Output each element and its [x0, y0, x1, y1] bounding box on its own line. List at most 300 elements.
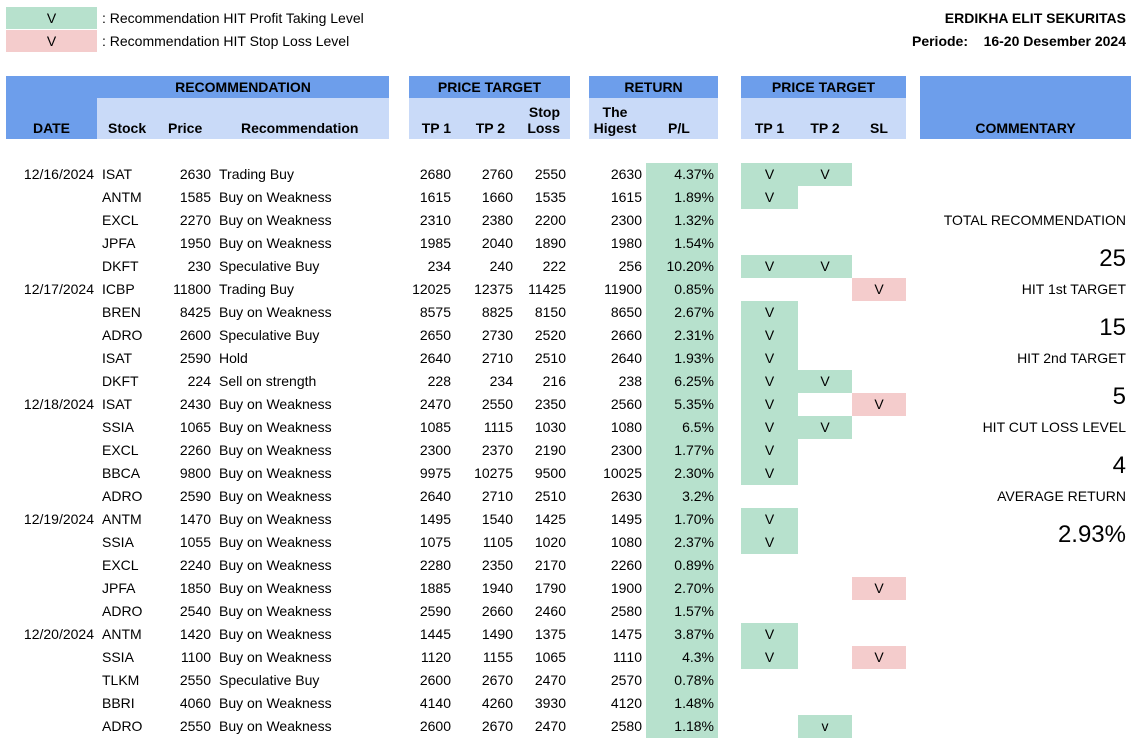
- cell-hit-tp2: V: [798, 163, 852, 186]
- header-hit-sl: SL: [870, 120, 888, 136]
- cell-hit-tp2: [798, 577, 852, 600]
- period: [912, 30, 1126, 53]
- cell-pl: 4.37%: [646, 163, 718, 186]
- cell-tp2: 2550: [481, 396, 513, 412]
- cell-recommendation: Buy on Weakness: [219, 649, 332, 665]
- cell-recommendation: Hold: [219, 350, 248, 366]
- cell-hit-tp1: V: [741, 462, 798, 485]
- cell-hit-tp2: V: [798, 255, 852, 278]
- cell-pl: 2.30%: [646, 462, 718, 485]
- cell-tp1: 4140: [419, 695, 451, 711]
- cell-price: 9800: [179, 465, 211, 481]
- cell-highest: 4120: [610, 695, 642, 711]
- cell-hit-sl: [852, 462, 906, 485]
- cell-pl: 0.89%: [646, 554, 718, 577]
- table-row: [0, 416, 1132, 439]
- cell-stoploss: 3930: [534, 695, 566, 711]
- cell-tp2: 2730: [481, 327, 513, 343]
- header-date: DATE: [32, 120, 71, 136]
- cell-hit-sl: [852, 531, 906, 554]
- cell-tp1: 12025: [412, 281, 451, 297]
- cell-stock: JPFA: [102, 580, 136, 596]
- cell-hit-sl: [852, 255, 906, 278]
- cell-recommendation: Sell on strength: [219, 373, 317, 389]
- cell-price: 1100: [180, 649, 211, 665]
- cell-tp2: 12375: [474, 281, 513, 297]
- cell-stoploss: 2460: [534, 603, 566, 619]
- cell-tp1: 1985: [419, 235, 451, 251]
- legend-profit-label: : Recommendation HIT Profit Taking Level: [102, 10, 364, 26]
- cell-price: 2430: [179, 396, 211, 412]
- cell-price: 2260: [179, 442, 211, 458]
- cell-pl: 1.70%: [646, 508, 718, 531]
- cell-highest: 2640: [610, 350, 642, 366]
- header-stoploss-2: Loss: [527, 120, 560, 136]
- hit-cut-loss-value: 4: [1112, 452, 1126, 479]
- table-row: [0, 531, 1132, 554]
- cell-recommendation: Trading Buy: [219, 166, 294, 182]
- cell-stoploss: 2520: [534, 327, 566, 343]
- cell-date: 12/19/2024: [23, 511, 94, 527]
- cell-highest: 2580: [610, 718, 642, 734]
- cell-hit-tp1: [741, 278, 798, 301]
- cell-tp2: 1155: [482, 649, 513, 665]
- cell-pl: 6.25%: [646, 370, 718, 393]
- cell-date: 12/17/2024: [23, 281, 94, 297]
- cell-tp2: 8825: [481, 304, 513, 320]
- cell-tp2: 234: [489, 373, 513, 389]
- table-row: [0, 301, 1132, 324]
- cell-pl: 3.2%: [646, 485, 718, 508]
- table-row: [0, 370, 1132, 393]
- cell-tp2: 2670: [481, 672, 513, 688]
- cell-price: 1850: [179, 580, 211, 596]
- cell-pl: 3.87%: [646, 623, 718, 646]
- cell-stoploss: 1890: [534, 235, 566, 251]
- cell-hit-sl: [852, 163, 906, 186]
- cell-stoploss: 2510: [534, 488, 566, 504]
- cell-stock: ISAT: [102, 166, 133, 182]
- cell-recommendation: Buy on Weakness: [219, 511, 332, 527]
- hit-2nd-target-label: HIT 2nd TARGET: [1017, 350, 1126, 366]
- cell-stock: BBRI: [102, 695, 135, 711]
- cell-tp2: 2380: [481, 212, 513, 228]
- cell-tp1: 1615: [419, 189, 451, 205]
- cell-price: 2270: [179, 212, 211, 228]
- cell-hit-tp1: V: [741, 508, 798, 531]
- table-row: [0, 554, 1132, 577]
- hit-1st-target-value: 15: [1099, 314, 1126, 341]
- cell-stoploss: 1425: [534, 511, 566, 527]
- cell-hit-tp2: V: [798, 370, 852, 393]
- cell-hit-sl: [852, 600, 906, 623]
- cell-hit-tp2: [798, 692, 852, 715]
- cell-stock: BREN: [102, 304, 141, 320]
- table-row: [0, 623, 1132, 646]
- cell-hit-tp2: [798, 232, 852, 255]
- cell-price: 1420: [179, 626, 211, 642]
- cell-pl: 1.57%: [646, 600, 718, 623]
- cell-hit-sl: [852, 554, 906, 577]
- cell-stoploss: 11425: [528, 281, 566, 297]
- table-row: [0, 186, 1132, 209]
- cell-hit-sl: [852, 186, 906, 209]
- cell-stoploss: 1375: [534, 626, 566, 642]
- cell-price: 1470: [179, 511, 211, 527]
- cell-stock: JPFA: [102, 235, 136, 251]
- cell-highest: 2570: [610, 672, 642, 688]
- cell-hit-sl: V: [852, 393, 906, 416]
- cell-hit-tp2: [798, 209, 852, 232]
- cell-tp2: 2370: [481, 442, 513, 458]
- cell-tp1: 2650: [419, 327, 451, 343]
- cell-recommendation: Buy on Weakness: [219, 626, 332, 642]
- cell-hit-tp1: V: [741, 646, 798, 669]
- cell-highest: 238: [618, 373, 642, 389]
- average-return-label: AVERAGE RETURN: [997, 488, 1126, 504]
- header-highest-1: The: [602, 104, 628, 120]
- cell-highest: 2300: [610, 442, 642, 458]
- cell-hit-sl: [852, 370, 906, 393]
- header-recommendation-label: RECOMMENDATION: [175, 79, 311, 95]
- cell-hit-sl: [852, 669, 906, 692]
- cell-highest: 8650: [610, 304, 642, 320]
- cell-tp1: 2600: [419, 672, 451, 688]
- cell-pl: 2.31%: [646, 324, 718, 347]
- cell-stoploss: 9500: [534, 465, 566, 481]
- cell-stoploss: 8150: [534, 304, 566, 320]
- cell-stock: ISAT: [102, 350, 133, 366]
- cell-tp1: 1445: [419, 626, 451, 642]
- cell-tp1: 2280: [419, 557, 451, 573]
- cell-recommendation: Buy on Weakness: [219, 534, 332, 550]
- cell-pl: 1.32%: [646, 209, 718, 232]
- cell-hit-sl: [852, 439, 906, 462]
- cell-date: [6, 347, 94, 370]
- legend-stoploss-label: : Recommendation HIT Stop Loss Level: [102, 33, 350, 49]
- cell-stoploss: 1065: [534, 649, 566, 665]
- cell-stock: SSIA: [102, 534, 134, 550]
- cell-hit-tp1: V: [741, 416, 798, 439]
- cell-hit-tp1: V: [741, 163, 798, 186]
- cell-hit-tp1: [741, 692, 798, 715]
- cell-tp1: 2640: [419, 488, 451, 504]
- cell-recommendation: Buy on Weakness: [219, 603, 332, 619]
- hit-cut-loss-label: HIT CUT LOSS LEVEL: [982, 419, 1126, 435]
- company-name: ERDIKHA ELIT SEKURITAS: [944, 10, 1126, 26]
- cell-price: 2540: [179, 603, 211, 619]
- cell-hit-tp1: [741, 669, 798, 692]
- cell-stock: ICBP: [102, 281, 135, 297]
- cell-stoploss: 2510: [534, 350, 566, 366]
- cell-price: 1055: [179, 534, 211, 550]
- cell-recommendation: Buy on Weakness: [219, 212, 332, 228]
- cell-recommendation: Buy on Weakness: [219, 695, 332, 711]
- cell-date: [6, 577, 94, 600]
- cell-pl: 6.5%: [646, 416, 718, 439]
- cell-hit-tp1: [741, 485, 798, 508]
- cell-recommendation: Trading Buy: [219, 281, 294, 297]
- cell-tp1: 1495: [419, 511, 451, 527]
- cell-stock: SSIA: [102, 649, 134, 665]
- cell-date: [6, 209, 94, 232]
- cell-highest: 2580: [610, 603, 642, 619]
- cell-date: [6, 416, 94, 439]
- cell-stoploss: 222: [542, 258, 566, 274]
- cell-tp2: 2710: [481, 350, 513, 366]
- cell-stoploss: 2170: [534, 557, 566, 573]
- table-row: [0, 577, 1132, 600]
- cell-stock: ISAT: [102, 396, 133, 412]
- cell-hit-sl: V: [852, 577, 906, 600]
- cell-stoploss: 1030: [534, 419, 566, 435]
- cell-tp2: 2660: [481, 603, 513, 619]
- cell-hit-sl: [852, 209, 906, 232]
- cell-pl: 4.3%: [646, 646, 718, 669]
- cell-hit-tp2: [798, 324, 852, 347]
- table-row: [0, 646, 1132, 669]
- cell-recommendation: Buy on Weakness: [219, 419, 332, 435]
- cell-hit-sl: [852, 623, 906, 646]
- cell-hit-tp2: [798, 347, 852, 370]
- cell-stoploss: 1020: [534, 534, 566, 550]
- cell-tp2: 1105: [482, 534, 513, 550]
- cell-date: [6, 554, 94, 577]
- cell-pl: 10.20%: [646, 255, 718, 278]
- cell-hit-tp2: [798, 508, 852, 531]
- table-row: [0, 600, 1132, 623]
- cell-hit-tp1: V: [741, 301, 798, 324]
- cell-stoploss: 2550: [534, 166, 566, 182]
- cell-date: [6, 439, 94, 462]
- cell-pl: 2.70%: [646, 577, 718, 600]
- cell-hit-tp2: [798, 186, 852, 209]
- cell-stoploss: 216: [542, 373, 566, 389]
- cell-pl: 1.93%: [646, 347, 718, 370]
- cell-price: 8425: [179, 304, 211, 320]
- cell-price: 224: [187, 373, 211, 389]
- cell-hit-tp1: V: [741, 186, 798, 209]
- cell-stock: SSIA: [102, 419, 134, 435]
- cell-highest: 2630: [610, 166, 642, 182]
- cell-recommendation: Buy on Weakness: [219, 235, 332, 251]
- cell-tp1: 2600: [419, 718, 451, 734]
- table-row: [0, 508, 1132, 531]
- cell-hit-tp2: [798, 531, 852, 554]
- cell-price: 11800: [173, 281, 211, 297]
- table-row: [0, 347, 1132, 370]
- cell-hit-tp1: [741, 232, 798, 255]
- cell-stoploss: 2200: [534, 212, 566, 228]
- cell-stock: EXCL: [102, 557, 139, 573]
- cell-pl: 0.85%: [646, 278, 718, 301]
- table-row: [0, 715, 1132, 738]
- cell-price: 2590: [179, 488, 211, 504]
- cell-tp1: 1085: [419, 419, 451, 435]
- header-hit-tp2: TP 2: [810, 120, 840, 136]
- cell-tp2: 240: [489, 258, 513, 274]
- cell-tp2: 1660: [481, 189, 513, 205]
- cell-recommendation: Speculative Buy: [219, 327, 320, 343]
- cell-hit-tp1: V: [741, 370, 798, 393]
- cell-tp2: 4260: [481, 695, 513, 711]
- header-pl: P/L: [668, 120, 690, 136]
- header-return-label: RETURN: [624, 79, 683, 95]
- cell-hit-tp1: V: [741, 439, 798, 462]
- cell-hit-tp2: [798, 462, 852, 485]
- cell-hit-tp1: V: [741, 255, 798, 278]
- cell-hit-tp1: [741, 554, 798, 577]
- cell-price: 2240: [179, 557, 211, 573]
- cell-highest: 1980: [610, 235, 642, 251]
- cell-highest: 11900: [604, 281, 642, 297]
- cell-hit-sl: [852, 508, 906, 531]
- hit-1st-target-label: HIT 1st TARGET: [1021, 281, 1126, 297]
- cell-pl: 2.67%: [646, 301, 718, 324]
- cell-date: [6, 600, 94, 623]
- cell-stock: EXCL: [102, 442, 139, 458]
- cell-hit-tp2: [798, 646, 852, 669]
- total-recommendation-label: TOTAL RECOMMENDATION: [943, 212, 1126, 228]
- cell-tp1: 1885: [419, 580, 451, 596]
- header-tp2: TP 2: [475, 120, 505, 136]
- cell-tp1: 2680: [419, 166, 451, 182]
- cell-stoploss: 2470: [534, 718, 566, 734]
- cell-highest: 1080: [610, 419, 642, 435]
- cell-hit-sl: V: [852, 646, 906, 669]
- cell-price: 2550: [179, 718, 211, 734]
- cell-hit-tp1: V: [741, 324, 798, 347]
- cell-tp2: 1115: [483, 419, 513, 435]
- cell-recommendation: Buy on Weakness: [219, 580, 332, 596]
- period-value: 16-20 Desember 2024: [983, 33, 1126, 49]
- cell-hit-tp1: [741, 577, 798, 600]
- cell-hit-tp2: [798, 485, 852, 508]
- table-row: [0, 692, 1132, 715]
- cell-stock: ADRO: [102, 718, 143, 734]
- cell-tp2: 1490: [481, 626, 513, 642]
- cell-highest: 2560: [610, 396, 642, 412]
- cell-hit-sl: [852, 485, 906, 508]
- header-highest-2: Higest: [593, 120, 637, 136]
- cell-tp1: 2590: [419, 603, 451, 619]
- cell-stock: ADRO: [102, 603, 143, 619]
- cell-pl: 5.35%: [646, 393, 718, 416]
- header-rec: Recommendation: [241, 120, 359, 136]
- cell-recommendation: Buy on Weakness: [219, 465, 332, 481]
- cell-hit-tp1: V: [741, 623, 798, 646]
- header-hit-tp1: TP 1: [754, 120, 785, 136]
- table-row: [0, 255, 1132, 278]
- cell-hit-tp2: [798, 669, 852, 692]
- legend-stoploss-swatch: V: [6, 30, 97, 52]
- cell-date: [6, 462, 94, 485]
- cell-pl: 1.89%: [646, 186, 718, 209]
- cell-tp2: 10275: [474, 465, 513, 481]
- cell-tp1: 2470: [419, 396, 451, 412]
- cell-date: [6, 669, 94, 692]
- cell-recommendation: Buy on Weakness: [219, 718, 332, 734]
- cell-recommendation: Buy on Weakness: [219, 442, 332, 458]
- cell-price: 2600: [179, 327, 211, 343]
- cell-date: [6, 232, 94, 255]
- cell-pl: 1.18%: [646, 715, 718, 738]
- header-tp1: TP 1: [421, 120, 451, 136]
- cell-price: 1950: [179, 235, 211, 251]
- cell-recommendation: Speculative Buy: [219, 672, 320, 688]
- average-return-value: 2.93%: [1057, 521, 1126, 548]
- cell-pl: 1.48%: [646, 692, 718, 715]
- table-row: [0, 278, 1132, 301]
- cell-date: [6, 301, 94, 324]
- cell-stoploss: 2350: [534, 396, 566, 412]
- period-label: Periode:: [911, 33, 968, 49]
- cell-tp2: 2760: [481, 166, 513, 182]
- cell-recommendation: Buy on Weakness: [219, 557, 332, 573]
- cell-hit-tp1: V: [741, 347, 798, 370]
- cell-tp2: 1540: [481, 511, 513, 527]
- cell-date: 12/16/2024: [23, 166, 94, 182]
- cell-hit-tp1: [741, 209, 798, 232]
- cell-tp2: 2040: [481, 235, 513, 251]
- cell-hit-sl: [852, 301, 906, 324]
- cell-pl: 0.78%: [646, 669, 718, 692]
- cell-highest: 2260: [610, 557, 642, 573]
- cell-stock: DKFT: [102, 373, 139, 389]
- cell-hit-tp2: [798, 439, 852, 462]
- table-row: [0, 439, 1132, 462]
- cell-hit-tp2: V: [798, 416, 852, 439]
- cell-tp1: 228: [427, 373, 451, 389]
- cell-tp1: 9975: [419, 465, 451, 481]
- cell-recommendation: Buy on Weakness: [219, 396, 332, 412]
- cell-stock: ANTM: [102, 189, 142, 205]
- header-price: Price: [168, 120, 203, 136]
- cell-recommendation: Buy on Weakness: [219, 304, 332, 320]
- cell-date: [6, 186, 94, 209]
- cell-hit-tp1: V: [741, 531, 798, 554]
- cell-hit-sl: V: [852, 278, 906, 301]
- cell-hit-tp1: [741, 600, 798, 623]
- total-recommendation-value: 25: [1099, 245, 1126, 272]
- cell-tp2: 1940: [481, 580, 513, 596]
- cell-hit-sl: [852, 715, 906, 738]
- cell-date: [6, 485, 94, 508]
- table-row: [0, 669, 1132, 692]
- cell-hit-tp2: [798, 554, 852, 577]
- cell-stoploss: 2190: [534, 442, 566, 458]
- cell-stock: ANTM: [102, 511, 142, 527]
- cell-hit-tp2: v: [798, 715, 852, 738]
- cell-highest: 1475: [610, 626, 642, 642]
- cell-stock: TLKM: [102, 672, 140, 688]
- cell-highest: 2630: [610, 488, 642, 504]
- cell-pl: 2.37%: [646, 531, 718, 554]
- cell-highest: 1110: [612, 649, 642, 665]
- cell-date: [6, 324, 94, 347]
- cell-price: 2590: [179, 350, 211, 366]
- cell-price: 230: [187, 258, 211, 274]
- table-row: [0, 324, 1132, 347]
- legend-profit-swatch: V: [6, 7, 97, 29]
- cell-tp1: 2640: [419, 350, 451, 366]
- cell-highest: 1615: [610, 189, 642, 205]
- cell-highest: 2300: [610, 212, 642, 228]
- cell-highest: 1080: [610, 534, 642, 550]
- table-row: [0, 485, 1132, 508]
- cell-tp1: 1120: [420, 649, 451, 665]
- cell-hit-tp2: [798, 393, 852, 416]
